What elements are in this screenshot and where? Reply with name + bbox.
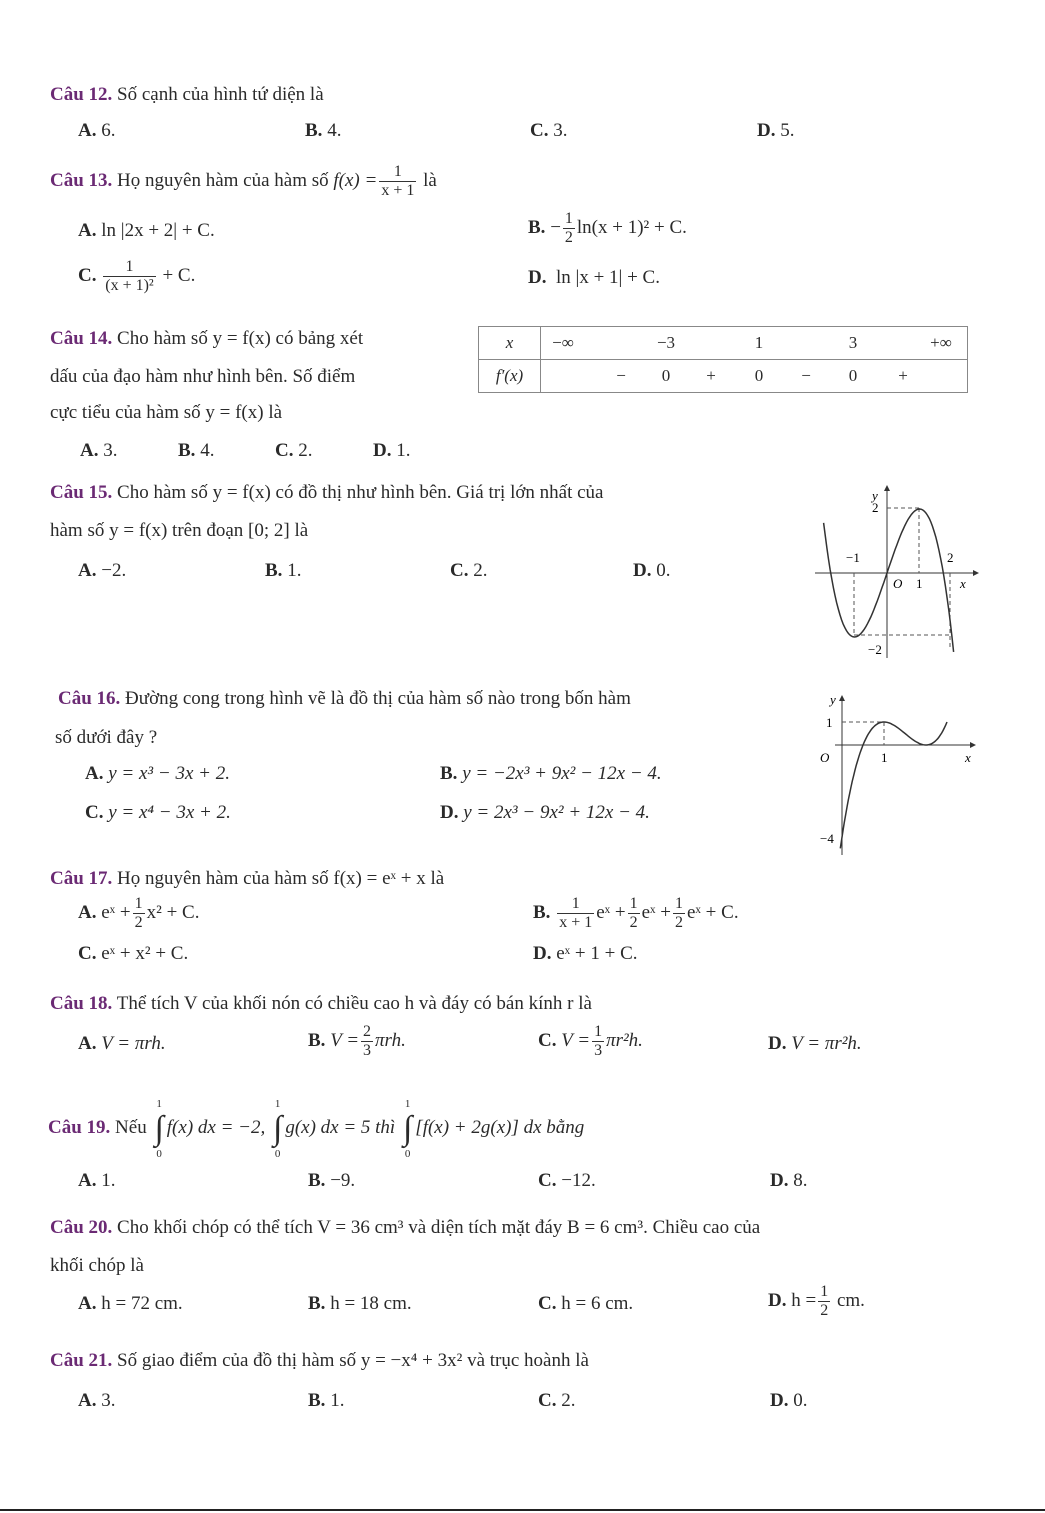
q15-option-c: [450, 560, 487, 582]
q13-option-a: [78, 220, 215, 242]
stem-text: là: [423, 169, 437, 191]
option-text: V = πr²h.: [791, 1033, 862, 1054]
option-text: −: [550, 216, 561, 238]
guide-lines: [842, 722, 884, 745]
denominator: 2: [675, 914, 683, 931]
option-letter: C.: [85, 802, 104, 823]
option-text: h = 72 cm.: [101, 1293, 183, 1314]
origin-label: O: [893, 576, 903, 591]
q15-stem-1: [50, 482, 604, 504]
sign-table-row-x: [479, 327, 968, 360]
option-text: −12.: [561, 1170, 596, 1191]
integral-sign: ∫: [154, 1109, 164, 1147]
sign-table-row-fprime: [479, 360, 968, 393]
q15-stem-2: hàm số y = f(x) trên đoạn [0; 2] là: [50, 520, 309, 541]
option-letter: B.: [533, 901, 551, 923]
option-text: 3.: [101, 1390, 116, 1411]
q17-option-a: [78, 895, 199, 932]
question-label: Câu 18.: [50, 993, 113, 1014]
q19-option-c: [538, 1170, 596, 1192]
option-letter: B.: [308, 1029, 326, 1051]
q20-option-a: [78, 1293, 183, 1315]
bottom-rule: [0, 1509, 1045, 1511]
numerator: 1: [594, 1023, 603, 1040]
row-values: [541, 360, 968, 393]
option-letter: A.: [80, 440, 99, 461]
q16-option-a: [85, 763, 230, 785]
option-letter: C.: [450, 560, 469, 581]
option-text: y = x⁴ − 3x + 2.: [108, 802, 231, 823]
tick-label: 1: [881, 750, 888, 765]
row-header: x: [479, 327, 541, 360]
option-letter: C.: [78, 264, 97, 286]
question-label: Câu 15.: [50, 482, 113, 503]
q12-option-b: [305, 120, 341, 142]
option-text: 8.: [793, 1170, 808, 1191]
option-text: eˣ + 1 + C.: [556, 943, 638, 964]
option-text: πrh.: [375, 1029, 406, 1051]
option-text: V = πrh.: [101, 1033, 166, 1054]
option-text: 1.: [396, 440, 411, 461]
lower-limit: 0: [404, 1147, 411, 1160]
option-text: y = 2x³ − 9x² + 12x − 4.: [463, 802, 650, 823]
function-curve: [824, 509, 954, 652]
question-label: Câu 19.: [48, 1117, 111, 1138]
q20-stem-2: khối chóp là: [50, 1255, 144, 1276]
q15-option-a: [78, 560, 126, 582]
numerator: 1: [675, 895, 683, 912]
stem-text: Cho hàm số y = f(x) có bảng xét: [117, 328, 364, 349]
numerator: 1: [125, 258, 134, 275]
fraction: [379, 163, 416, 200]
option-text: ln |2x + 2| + C.: [101, 220, 215, 241]
fraction: [818, 1283, 830, 1320]
option-text: 3.: [553, 120, 568, 141]
denominator: 2: [134, 914, 143, 931]
upper-limit: 1: [156, 1097, 162, 1110]
option-letter: D.: [768, 1289, 787, 1311]
q21-stem: [50, 1350, 589, 1372]
cell: 0: [848, 366, 858, 385]
q19-option-d: [770, 1170, 807, 1192]
cell: −∞: [552, 333, 574, 352]
tick-label: 2: [947, 550, 954, 565]
option-text: eˣ +: [596, 901, 626, 923]
q17-stem: [50, 868, 444, 890]
q19-option-b: [308, 1170, 355, 1192]
cell: −: [616, 366, 626, 385]
q12-option-c: [530, 120, 567, 142]
stem-math: [f(x) + 2g(x)] dx bằng: [415, 1117, 585, 1138]
stem-math: f(x) dx = −2,: [166, 1117, 266, 1138]
option-text: h =: [791, 1289, 817, 1311]
function-curve: [840, 722, 947, 848]
option-text: 3.: [103, 440, 118, 461]
q20-option-c: [538, 1293, 633, 1315]
question-label: Câu 12.: [50, 84, 113, 105]
tick-label: −1: [846, 550, 860, 565]
option-text: ln(x + 1)² + C.: [576, 216, 687, 238]
stem-text: Họ nguyên hàm của hàm số: [117, 169, 329, 191]
fraction: [361, 1023, 373, 1060]
option-letter: A.: [78, 560, 97, 581]
option-letter: C.: [530, 120, 549, 141]
denominator: 2: [629, 914, 638, 931]
numerator: 1: [134, 895, 143, 912]
question-label: Câu 13.: [50, 169, 113, 191]
q12-stem: [50, 84, 324, 106]
option-text: y = −2x³ + 9x² − 12x − 4.: [462, 763, 662, 784]
stem-math: g(x) dx = 5 thì: [285, 1117, 396, 1138]
option-text: x² + C.: [146, 901, 200, 923]
q15-option-b: [265, 560, 301, 582]
numerator: 2: [363, 1023, 372, 1040]
q14-option-c: [275, 440, 312, 462]
integral: [154, 1097, 163, 1161]
question-label: Câu 14.: [50, 328, 113, 349]
upper-limit: 1: [274, 1097, 281, 1110]
numerator: 1: [393, 163, 402, 180]
x-axis-label: x: [960, 576, 966, 591]
stem-text: Đường cong trong hình vẽ là đồ thị của hàm số nào trong bốn hàm: [125, 688, 631, 709]
q16-option-d: [440, 802, 650, 824]
row-header: f′(x): [479, 360, 541, 393]
option-text: y = x³ − 3x + 2.: [108, 763, 230, 784]
fraction: [103, 258, 155, 295]
option-letter: D.: [757, 120, 776, 141]
stem-text: Cho hàm số y = f(x) có đồ thị như hình bên. Giá trị lớn nhất của: [117, 482, 604, 503]
option-letter: C.: [538, 1293, 557, 1314]
denominator: 3: [363, 1042, 372, 1059]
y-axis-label: y: [830, 692, 836, 707]
denominator: (x + 1)²: [105, 277, 154, 294]
option-letter: A.: [78, 120, 97, 141]
option-letter: D.: [768, 1033, 787, 1054]
option-letter: D.: [528, 267, 547, 288]
lower-limit: 0: [156, 1147, 162, 1160]
x-axis-label: x: [965, 750, 971, 765]
q17-option-b: [533, 895, 739, 932]
numerator: 1: [564, 210, 573, 227]
stem-math: f(x) =: [333, 169, 378, 191]
stem-text: Nếu: [115, 1117, 147, 1138]
option-text: πr²h.: [606, 1029, 643, 1051]
option-letter: C.: [538, 1390, 557, 1411]
option-letter: A.: [78, 1170, 97, 1191]
option-letter: D.: [770, 1390, 789, 1411]
fraction: [557, 895, 594, 932]
option-text: V =: [330, 1029, 360, 1051]
q19-stem: [48, 1088, 584, 1168]
sign-table: [478, 326, 968, 393]
q13-option-b: [528, 210, 687, 247]
q14-stem-1: [50, 328, 363, 350]
q14-stem-3: cực tiểu của hàm số y = f(x) là: [50, 402, 283, 423]
q17-option-c: [78, 943, 188, 965]
question-label: Câu 17.: [50, 868, 113, 889]
cell: 0: [754, 366, 764, 385]
option-text: cm.: [836, 1289, 865, 1311]
option-text: 1.: [101, 1170, 116, 1191]
option-letter: B.: [308, 1390, 326, 1411]
option-letter: A.: [78, 1390, 97, 1411]
option-letter: B.: [308, 1293, 326, 1314]
cell: +: [898, 366, 908, 385]
integral-sign: ∫: [272, 1109, 283, 1147]
q18-option-a: [78, 1033, 166, 1055]
q20-stem-1: [50, 1217, 760, 1239]
q14-stem-2: dấu của đạo hàm như hình bên. Số điểm: [50, 366, 356, 387]
stem-text: Cho khối chóp có thể tích V = 36 cm³ và diện tích mặt đáy B = 6 cm³. Chiều cao của: [117, 1217, 761, 1238]
option-letter: A.: [78, 1293, 97, 1314]
option-text: 6.: [101, 120, 116, 141]
denominator: x + 1: [559, 914, 593, 931]
tick-label: 1: [916, 576, 923, 591]
numerator: 1: [820, 1283, 829, 1300]
q12-option-d: [757, 120, 794, 142]
option-text: h = 18 cm.: [330, 1293, 412, 1314]
q15-option-d: [633, 560, 670, 582]
stem-text: Số giao điểm của đồ thị hàm số y = −x⁴ + 3x² và trục hoành là: [117, 1350, 589, 1371]
q16-option-c: [85, 802, 231, 824]
option-text: 5.: [780, 120, 795, 141]
q17-option-d: [533, 943, 638, 965]
option-text: V =: [561, 1029, 591, 1051]
option-text: 1.: [330, 1390, 345, 1411]
origin-label: O: [820, 750, 830, 765]
option-letter: B.: [528, 216, 546, 238]
q14-option-d: [373, 440, 410, 462]
option-text: ln |x + 1| + C.: [555, 267, 660, 288]
numerator: 1: [571, 895, 580, 912]
cell: 3: [848, 333, 858, 352]
option-letter: B.: [305, 120, 323, 141]
integral-sign: ∫: [402, 1109, 413, 1147]
denominator: 3: [594, 1042, 603, 1059]
y-axis-label: y: [872, 488, 878, 503]
question-label: Câu 21.: [50, 1350, 113, 1371]
option-text: −2.: [101, 560, 127, 581]
q20-option-d: [768, 1283, 865, 1320]
question-label: Câu 20.: [50, 1217, 113, 1238]
cell: −3: [656, 333, 676, 352]
option-letter: A.: [78, 901, 97, 923]
tick-label: −2: [868, 642, 882, 657]
tick-label: −4: [820, 831, 834, 846]
fraction: [563, 210, 575, 247]
option-text: 4.: [327, 120, 342, 141]
q14-option-a: [80, 440, 117, 462]
option-text: 0.: [793, 1390, 808, 1411]
option-letter: A.: [78, 220, 97, 241]
option-letter: A.: [78, 1033, 97, 1054]
fraction: [133, 895, 145, 932]
option-text: eˣ +: [641, 901, 671, 923]
option-letter: B.: [308, 1170, 326, 1191]
option-text: eˣ +: [101, 901, 131, 923]
option-letter: D.: [373, 440, 392, 461]
q13-stem: [50, 163, 437, 200]
question-label: Câu 16.: [58, 688, 121, 709]
fraction: [628, 895, 640, 932]
option-letter: C.: [538, 1170, 557, 1191]
q14-option-b: [178, 440, 214, 462]
option-text: 4.: [200, 440, 215, 461]
option-letter: D.: [533, 943, 552, 964]
option-text: 2.: [473, 560, 488, 581]
q13-option-c: [78, 258, 195, 295]
option-letter: D.: [770, 1170, 789, 1191]
q21-option-d: [770, 1390, 807, 1412]
row-values: [541, 327, 968, 360]
q18-option-d: [768, 1033, 862, 1055]
integral: [273, 1097, 282, 1161]
cell: 0: [661, 366, 671, 385]
fraction: [592, 1023, 604, 1060]
upper-limit: 1: [404, 1097, 411, 1110]
q16-stem-2: số dưới đây ?: [55, 727, 158, 748]
denominator: 2: [564, 229, 573, 246]
q20-option-b: [308, 1293, 412, 1315]
option-letter: D.: [633, 560, 652, 581]
option-letter: B.: [178, 440, 196, 461]
tick-label: 2: [872, 500, 879, 515]
option-text: h = 6 cm.: [561, 1293, 634, 1314]
q21-option-b: [308, 1390, 344, 1412]
denominator: 2: [820, 1302, 829, 1319]
q16-option-b: [440, 763, 662, 785]
cell: +∞: [930, 333, 952, 352]
option-letter: A.: [85, 763, 104, 784]
option-text: 1.: [287, 560, 302, 581]
q18-stem: [50, 993, 592, 1015]
option-letter: C.: [78, 943, 97, 964]
integral: [403, 1097, 412, 1161]
option-letter: C.: [275, 440, 294, 461]
tick-label: 1: [826, 715, 833, 730]
numerator: 1: [629, 895, 638, 912]
lower-limit: 0: [274, 1147, 281, 1160]
option-text: 2.: [561, 1390, 576, 1411]
q19-option-a: [78, 1170, 115, 1192]
denominator: x + 1: [381, 182, 415, 199]
q15-graph: [810, 478, 990, 663]
option-text: eˣ + C.: [687, 901, 739, 923]
option-letter: B.: [265, 560, 283, 581]
option-text: 2.: [298, 440, 313, 461]
option-text: eˣ + x² + C.: [101, 943, 189, 964]
stem-text: Thể tích V của khối nón có chiều cao h và đáy có bán kính r là: [116, 993, 592, 1014]
cell: −: [801, 366, 811, 385]
q13-option-d: [528, 267, 660, 289]
q21-option-a: [78, 1390, 115, 1412]
option-text: −9.: [330, 1170, 356, 1191]
q12-option-a: [78, 120, 115, 142]
option-letter: D.: [440, 802, 459, 823]
q16-stem-1: [58, 688, 631, 710]
q21-option-c: [538, 1390, 575, 1412]
q18-option-c: [538, 1023, 643, 1060]
option-text: + C.: [162, 264, 196, 286]
option-text: 0.: [656, 560, 671, 581]
stem-text: Họ nguyên hàm của hàm số f(x) = eˣ + x là: [117, 868, 445, 889]
q18-option-b: [308, 1023, 406, 1060]
option-letter: B.: [440, 763, 458, 784]
stem-text: Số cạnh của hình tứ diện là: [117, 84, 324, 105]
option-letter: C.: [538, 1029, 557, 1051]
fraction: [673, 895, 685, 932]
cell: 1: [754, 333, 764, 352]
q16-graph: [810, 690, 985, 860]
cell: +: [706, 366, 716, 385]
